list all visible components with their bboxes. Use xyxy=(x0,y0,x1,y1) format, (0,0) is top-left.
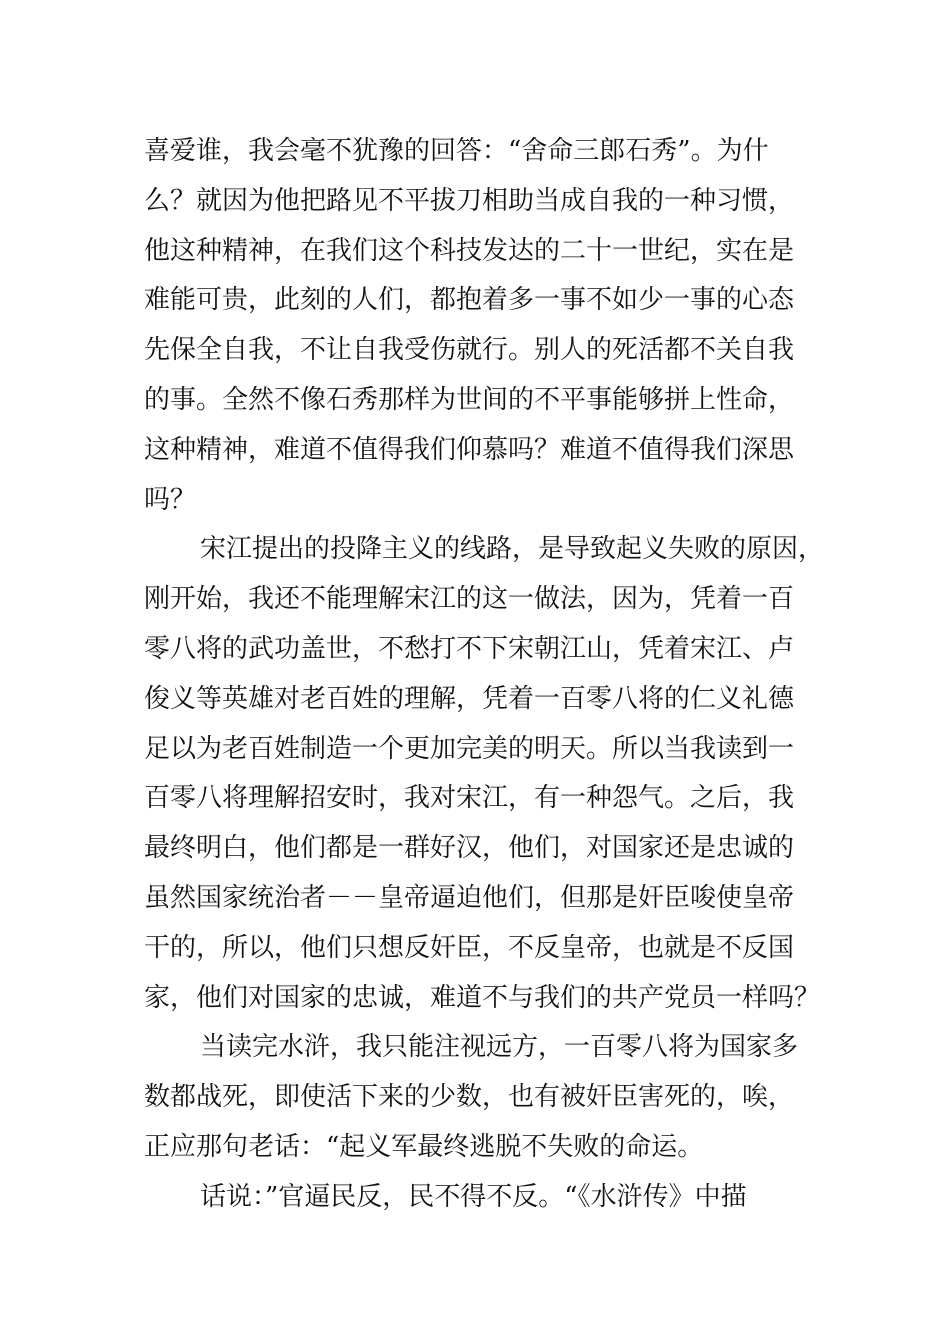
text-line: 他这种精神，在我们这个科技发达的二十一世纪，实在是 xyxy=(144,235,795,266)
text-line: 刚开始，我还不能理解宋江的这一做法，因为，凭着一百 xyxy=(144,584,795,615)
text-line: 么？就因为他把路见不平拔刀相助当成自我的一种习惯， xyxy=(144,185,795,216)
text-line: 家，他们对国家的忠诚，难道不与我们的共产党员一样吗？ xyxy=(144,982,821,1013)
text-line: 零八将的武功盖世，不愁打不下宋朝江山，凭着宋江、卢 xyxy=(144,633,795,664)
text-line: 百零八将理解招安时，我对宋江，有一种怨气。之后，我 xyxy=(144,783,795,814)
text-line: 这种精神，难道不值得我们仰慕吗？难道不值得我们深思 xyxy=(144,434,795,465)
paragraph-first-line: 话说：”官逼民反，民不得不反。“《水浒传》中描 xyxy=(200,1181,747,1212)
text-line: 足以为老百姓制造一个更加完美的明天。所以当我读到一 xyxy=(144,733,795,764)
paragraph-first-line: 宋江提出的投降主义的线路，是导致起义失败的原因， xyxy=(200,534,825,565)
text-line: 喜爱谁，我会毫不犹豫的回答：“舍命三郎石秀”。为什 xyxy=(144,136,769,166)
text-line: 虽然国家统治者－－皇帝逼迫他们，但那是奸臣唆使皇帝 xyxy=(144,882,795,913)
text-line: 最终明白，他们都是一群好汉，他们，对国家还是忠诚的 xyxy=(144,833,795,864)
text-line: 先保全自我，不让自我受伤就行。别人的死活都不关自我 xyxy=(144,335,795,366)
text-line: 吗？ xyxy=(144,484,197,515)
text-line: 干的，所以，他们只想反奸臣，不反皇帝，也就是不反国 xyxy=(144,932,795,963)
text-line: 俊义等英雄对老百姓的理解，凭着一百零八将的仁义礼德 xyxy=(144,683,795,714)
paragraph-first-line: 当读完水浒，我只能注视远方，一百零八将为国家多 xyxy=(200,1032,799,1063)
text-line: 正应那句老话：“起义军最终逃脱不失败的命运。 xyxy=(144,1131,704,1162)
text-line: 数都战死，即使活下来的少数，也有被奸臣害死的，唉， xyxy=(144,1082,795,1113)
document-body xyxy=(144,127,824,1223)
text-line: 的事。全然不像石秀那样为世间的不平事能够拼上性命， xyxy=(144,384,795,415)
text-line: 难能可贵，此刻的人们，都抱着多一事不如少一事的心态 xyxy=(144,285,795,316)
